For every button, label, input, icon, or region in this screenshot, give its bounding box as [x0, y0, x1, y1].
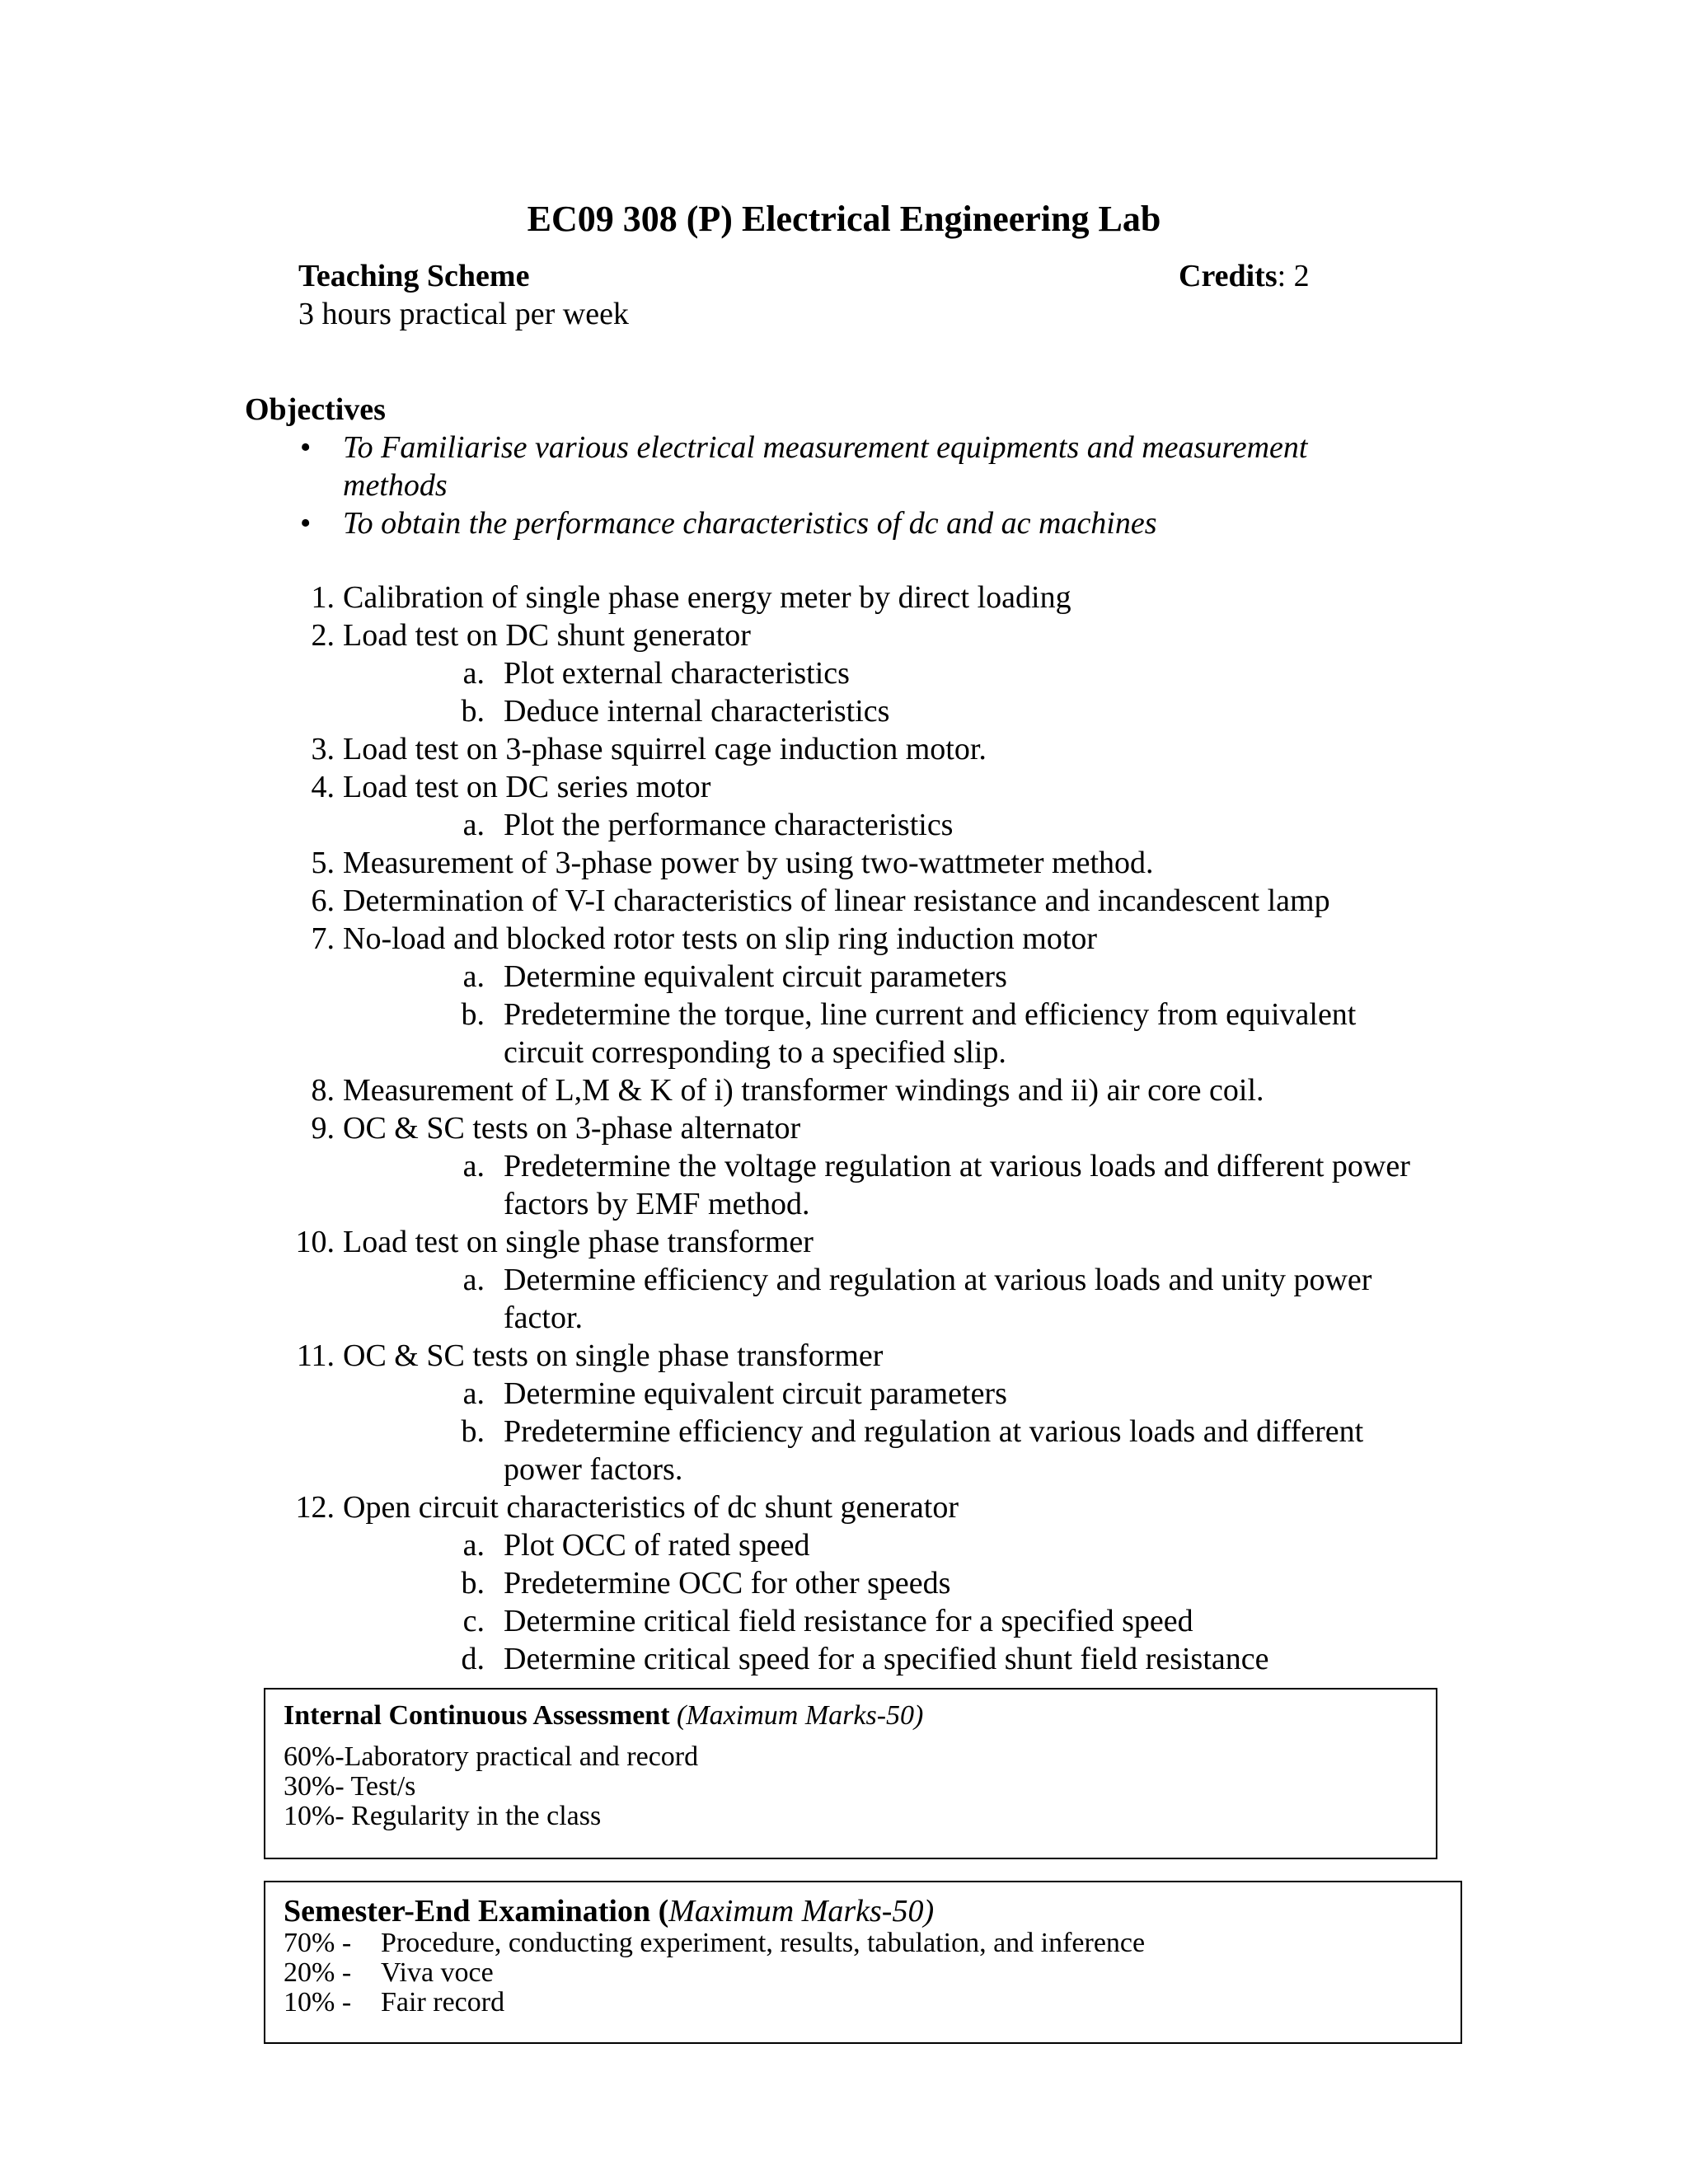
bullet-icon: • — [300, 506, 312, 541]
sub-item-letter: a. — [462, 1149, 485, 1183]
experiment-text: Measurement of 3-phase power by using two-wattmeter method. — [343, 846, 1154, 880]
sub-item-letter: d. — [461, 1642, 485, 1676]
experiment-number: 5. — [311, 846, 335, 880]
sub-item — [343, 1375, 1434, 1413]
sub-item-letter: a. — [462, 1263, 485, 1297]
experiment-text: OC & SC tests on single phase transformer — [343, 1338, 884, 1373]
experiment-item — [280, 882, 1434, 920]
teaching-scheme-label: Teaching Scheme — [298, 259, 530, 293]
experiment-text: Load test on single phase transformer — [343, 1225, 814, 1259]
assessment-line: 10%- Regularity in the class — [284, 1801, 602, 1831]
sub-item-letter: b. — [461, 1414, 485, 1449]
experiment-item — [280, 768, 1434, 844]
sub-item — [343, 1564, 1434, 1602]
semester-exam-box — [264, 1881, 1462, 2044]
experiment-number: 10. — [295, 1225, 335, 1259]
sub-item-text: Predetermine the torque, line current and efficiency from equivalent circuit corresponding to a specified slip. — [504, 997, 1357, 1070]
objectives-heading: Objectives — [245, 392, 386, 427]
experiment-text: Calibration of single phase energy meter by direct loading — [343, 580, 1071, 615]
sub-item-letter: b. — [461, 694, 485, 729]
experiment-text: No-load and blocked rotor tests on slip ring induction motor — [343, 921, 1098, 956]
experiment-text: Determination of V-I characteristics of linear resistance and incandescent lamp — [343, 883, 1330, 918]
credits-value: : 2 — [1277, 259, 1310, 293]
sub-item-list — [343, 1526, 1434, 1678]
experiment-number: 8. — [311, 1073, 335, 1108]
teaching-scheme-row — [298, 257, 1320, 295]
sub-item-text: Determine equivalent circuit parameters — [504, 959, 1007, 994]
sub-item — [343, 1147, 1434, 1223]
sub-item-text: Predetermine efficiency and regulation at various loads and different power factors. — [504, 1414, 1364, 1487]
sub-item — [343, 996, 1434, 1071]
experiment-item — [280, 844, 1434, 882]
semester-exam-heading: Semester-End Examination (Maximum Marks-50) — [284, 1894, 935, 1929]
sub-item-text: Determine efficiency and regulation at various loads and unity power factor. — [504, 1263, 1372, 1335]
sub-item-text: Predetermine the voltage regulation at various loads and different power factors by EMF method. — [504, 1149, 1410, 1221]
objectives-list — [298, 429, 1403, 542]
experiment-number: 2. — [311, 618, 335, 653]
sub-item-text: Plot OCC of rated speed — [504, 1528, 810, 1563]
experiment-item — [280, 616, 1434, 730]
bullet-icon: • — [300, 430, 312, 465]
experiment-number: 7. — [311, 921, 335, 956]
exam-row: 20% - Viva voce — [284, 1957, 494, 1988]
exam-row: 70% - Procedure, conducting experiment, results, tabulation, and inference — [284, 1928, 1146, 1958]
experiment-item — [280, 1071, 1434, 1109]
internal-assessment-box — [264, 1688, 1437, 1859]
experiment-number: 12. — [295, 1490, 335, 1525]
sub-item-letter: a. — [462, 1528, 485, 1563]
experiment-item — [280, 579, 1434, 616]
experiment-item — [280, 1488, 1434, 1678]
sub-item — [343, 1413, 1434, 1488]
objective-item: • To Familiarise various electrical measurement equipments and measurement methods — [300, 430, 1308, 503]
sub-item-text: Plot the performance characteristics — [504, 808, 954, 842]
experiment-number: 6. — [311, 883, 335, 918]
experiment-number: 9. — [311, 1111, 335, 1146]
sub-item-letter: c. — [462, 1604, 485, 1638]
experiment-item — [280, 730, 1434, 768]
experiment-number: 1. — [311, 580, 335, 615]
sub-item-list — [343, 1147, 1434, 1223]
exam-row: 10% - Fair record — [284, 1987, 505, 2018]
sub-item-list — [343, 958, 1434, 1071]
sub-item — [343, 1640, 1434, 1678]
objective-item: • To obtain the performance characteristics of dc and ac machines — [300, 506, 1157, 541]
experiment-text: Load test on DC series motor — [343, 770, 711, 804]
sub-item — [343, 958, 1434, 996]
sub-item — [343, 806, 1434, 844]
experiment-item — [280, 1223, 1434, 1337]
sub-item — [343, 1602, 1434, 1640]
sub-item-letter: b. — [461, 1566, 485, 1601]
sub-item-text: Determine equivalent circuit parameters — [504, 1376, 1007, 1411]
experiment-number: 11. — [296, 1338, 335, 1373]
credits-label: Credits — [1179, 259, 1278, 293]
sub-item-list — [343, 1375, 1434, 1488]
sub-item-letter: a. — [462, 959, 485, 994]
sub-item — [343, 1261, 1434, 1337]
sub-item-list — [343, 654, 1434, 730]
sub-item — [343, 1526, 1434, 1564]
sub-item-text: Plot external characteristics — [504, 656, 850, 691]
experiment-text: Open circuit characteristics of dc shunt generator — [343, 1490, 959, 1525]
experiment-text: Load test on DC shunt generator — [343, 618, 751, 653]
sub-item-text: Determine critical speed for a specified shunt field resistance — [504, 1642, 1269, 1676]
experiment-text: Measurement of L,M & K of i) transformer windings and ii) air core coil. — [343, 1073, 1264, 1108]
sub-item-list — [343, 1261, 1434, 1337]
sub-item-letter: a. — [462, 656, 485, 691]
experiment-list — [280, 579, 1434, 1678]
sub-item-text: Deduce internal characteristics — [504, 694, 890, 729]
sub-item-letter: b. — [461, 997, 485, 1032]
sub-item-letter: a. — [462, 808, 485, 842]
sub-item-text: Determine critical field resistance for a specified speed — [504, 1604, 1193, 1638]
experiment-item — [280, 1337, 1434, 1488]
experiment-number: 4. — [311, 770, 335, 804]
assessment-line: 60%-Laboratory practical and record — [284, 1741, 699, 1772]
hours-per-week: 3 hours practical per week — [298, 297, 629, 331]
experiment-text: OC & SC tests on 3-phase alternator — [343, 1111, 801, 1146]
page-title: EC09 308 (P) Electrical Engineering Lab — [527, 199, 1161, 239]
sub-item-list — [343, 806, 1434, 844]
assessment-line: 30%- Test/s — [284, 1771, 416, 1802]
experiment-item — [280, 920, 1434, 1071]
sub-item-text: Predetermine OCC for other speeds — [504, 1566, 951, 1601]
experiment-number: 3. — [311, 732, 335, 766]
experiment-text: Load test on 3-phase squirrel cage induction motor. — [343, 732, 987, 766]
experiment-item — [280, 1109, 1434, 1223]
sub-item-letter: a. — [462, 1376, 485, 1411]
sub-item — [343, 692, 1434, 730]
internal-assessment-heading: Internal Continuous Assessment (Maximum Marks-50) — [284, 1700, 924, 1731]
sub-item — [343, 654, 1434, 692]
credits — [1179, 257, 1310, 295]
